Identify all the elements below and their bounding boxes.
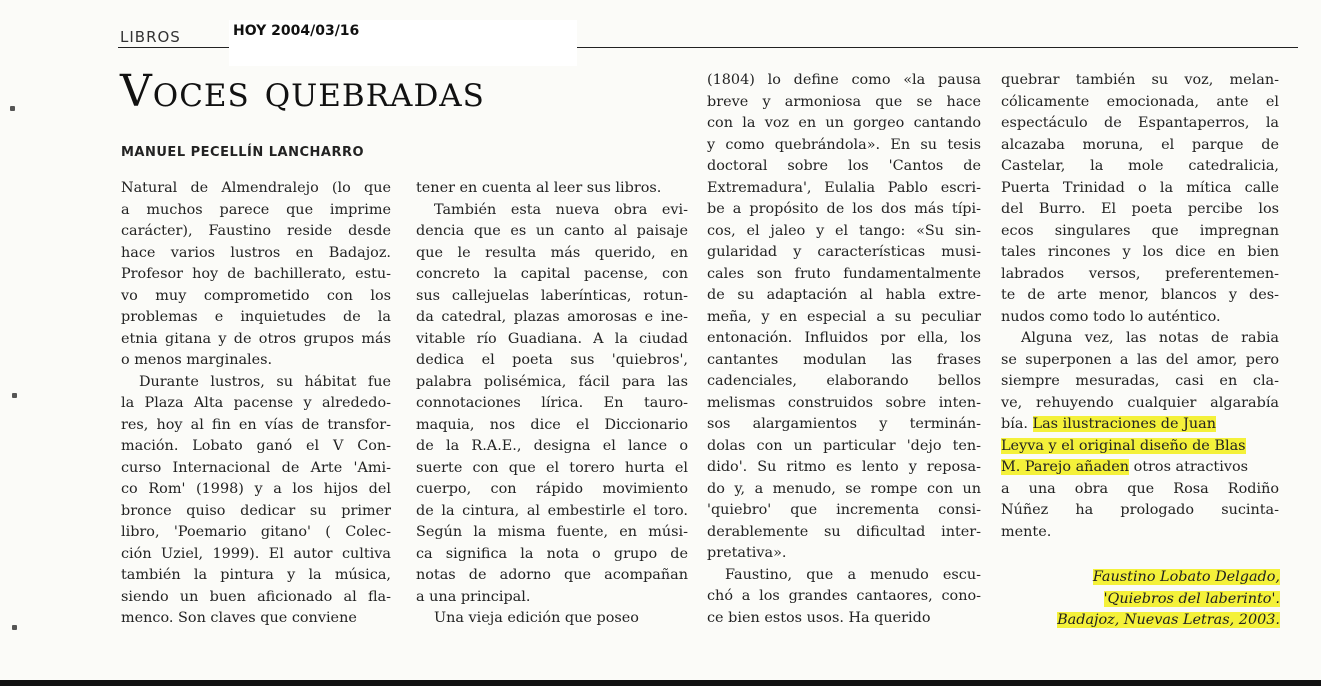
column-line: Natural de Almendralejo (lo que	[121, 180, 391, 196]
column-line: que le resulta más querido, en	[416, 244, 688, 261]
column-line: dido'. Su ritmo es lento y reposa-	[707, 459, 981, 475]
column-line: también la pintura y la música,	[121, 567, 391, 583]
column-line: Según la misma fuente, en músi-	[416, 524, 688, 540]
column-line: del Burro. El poeta percibe los	[1001, 201, 1279, 217]
column-line: carácter), Faustino reside desde	[121, 223, 391, 239]
column-line: connotaciones lírica. En tauro-	[416, 395, 688, 411]
column-line: También esta nueva obra evi-	[434, 201, 688, 218]
column-line: entonación. Influidos por ella, los	[707, 330, 981, 346]
line-part: bía.	[1001, 416, 1033, 432]
column-line: meña, y en especial a su peculiar	[707, 308, 981, 325]
column-line: cadenciales, elaborando bellos	[707, 373, 981, 389]
column-line	[1001, 414, 1279, 436]
column-line: do y, a menudo, se rompe con un	[707, 480, 981, 497]
column-line: res, hoy al fin en vías de transfor-	[121, 416, 391, 433]
highlighted-text: M. Parejo añaden	[1001, 459, 1130, 475]
column-line: vitable río Guadiana. A la ciudad	[416, 330, 688, 347]
paper-date-tag	[229, 20, 577, 66]
column-line: etnia gitana y de otros grupos más	[121, 330, 391, 347]
column-line: con la voz en un gorgeo cantando	[707, 115, 981, 131]
column-line: la Plaza Alta pacense y alrededo-	[121, 395, 391, 411]
scan-speck	[10, 106, 15, 111]
column-line: labrados versos, preferentemen-	[1001, 265, 1279, 282]
column-line: bronce quiso dedicar su primer	[121, 502, 391, 519]
column-line: Profesor hoy de bachillerato, estu-	[121, 266, 391, 282]
column-line: hace varios lustros en Badajoz.	[121, 244, 391, 261]
column-line: nudos como todo lo auténtico.	[1001, 308, 1221, 325]
column-line: ecos singulares que impregnan	[1001, 222, 1279, 239]
column-line: libro, 'Poemario gitano' ( Colec-	[121, 524, 391, 540]
column-line: Una vieja edición que poseo	[434, 610, 639, 626]
column-line	[1001, 436, 1279, 458]
book-title: 'Quiebros del laberinto'.	[1103, 590, 1280, 607]
column-line: chó a los grandes cantaores, cono-	[707, 588, 981, 604]
column-line: vo muy comprometido con los	[121, 287, 391, 304]
scan-speck	[12, 625, 17, 630]
article-author: MANUEL PECELLÍN LANCHARRO	[121, 145, 365, 160]
column-line: sus callejuelas laberínticas, rotun-	[416, 287, 688, 304]
column-line: tales rincones y los dice en bien	[1001, 244, 1279, 260]
column-line: notas de adorno que acompañan	[416, 567, 688, 583]
column-line: espectáculo de Espantaperros, la	[1001, 115, 1279, 131]
column-line: Alguna vez, las notas de rabia	[1021, 330, 1279, 346]
column-line: menco. Son claves que conviene	[121, 610, 357, 626]
paper-date-text: HOY 2004/03/16	[233, 23, 360, 39]
highlighted-text: Leyva y el original diseño de Blas	[1001, 437, 1246, 454]
column-line: be a propósito de los dos más típi-	[707, 201, 981, 217]
column-line: alcazaba moruna, el parque de	[1001, 136, 1279, 153]
column-line: maquia, nos dice el Diccionario	[416, 416, 688, 433]
column-line: gularidad y características musi-	[707, 244, 981, 260]
article-column-1	[121, 178, 391, 630]
column-line: pretativa».	[707, 545, 787, 561]
column-line: cólicamente emocionada, ante el	[1001, 93, 1279, 110]
column-line: tener en cuenta al leer sus libros.	[416, 180, 662, 196]
column-line: a una principal.	[416, 588, 531, 605]
column-line: siendo un buen aficionado al fla-	[121, 588, 391, 605]
column-line: de la R.A.E., designa el lance o	[416, 438, 688, 454]
column-line: ve, rehuyendo cualquier algarabía	[1001, 394, 1279, 411]
column-line: ción Uziel, 1999). El autor cultiva	[121, 545, 391, 562]
article-title: Voces quebradas	[120, 66, 485, 117]
column-line: de la cintura, al embestirle el toro.	[416, 502, 688, 519]
column-line: breve y armoniosa que se hace	[707, 93, 981, 110]
column-line: de su adaptación al habla extre-	[707, 287, 981, 303]
section-label: LIBROS	[120, 28, 181, 46]
column-line: doctoral sobre los 'Cantos de	[707, 158, 981, 174]
column-line: dencia que es un canto al paisaje	[416, 223, 688, 239]
column-line: quebrar también su voz, melan-	[1001, 72, 1279, 88]
column-line: cales son fruto fundamentalmente	[707, 265, 981, 282]
column-line: y como quebrándola». En su tesis	[707, 136, 981, 153]
column-line: Durante lustros, su hábitat fue	[139, 373, 391, 390]
column-line: a muchos parece que imprime	[121, 201, 391, 218]
column-line: derablemente su dificultad inter-	[707, 523, 981, 540]
column-line: se superponen a las del amor, pero	[1001, 351, 1279, 368]
column-line: siempre mesuradas, casi en cla-	[1001, 373, 1279, 389]
column-line: 'quiebro' que incrementa consi-	[707, 502, 981, 518]
article-column-3	[707, 70, 981, 629]
column-line: mación. Lobato ganó el V Con-	[121, 438, 391, 454]
column-line: sos alargamientos y terminán-	[707, 416, 981, 432]
column-line: Extremadura', Eulalia Pablo escri-	[707, 179, 981, 196]
column-line	[1001, 457, 1279, 479]
column-line: ce bien estos usos. Ha querido	[707, 609, 931, 626]
column-line: (1804) lo define como «la pausa	[707, 72, 981, 88]
highlighted-text: Las ilustraciones de Juan	[1032, 416, 1216, 432]
column-line: cantantes modulan las frases	[707, 351, 981, 368]
scan-edge	[0, 680, 1321, 686]
book-author: Faustino Lobato Delgado,	[1092, 569, 1280, 585]
column-line: palabra polisémica, fácil para las	[416, 373, 688, 390]
column-line: cos, el jaleo y el tango: «Su sin-	[707, 222, 981, 239]
column-line: concreto la capital pacense, con	[416, 266, 688, 282]
column-line: Núñez ha prologado sucinta-	[1001, 502, 1279, 518]
column-line: curso Internacional de Arte 'Ami-	[121, 459, 391, 476]
line-part: otros atractivos	[1129, 459, 1248, 475]
column-line: cuerpo, con rápido movimiento	[416, 481, 688, 497]
scan-speck	[12, 393, 17, 398]
article-column-2	[416, 178, 688, 630]
column-line: dedica el poeta sus 'quiebros',	[416, 352, 688, 368]
column-line: Puerta Trinidad o la mítica calle	[1001, 179, 1279, 196]
column-line: suerte con que el torero hurta el	[416, 459, 688, 476]
column-line: te de arte menor, blancos y des-	[1001, 287, 1279, 303]
column-line: Faustino, que a menudo escu-	[725, 566, 981, 583]
column-line: ca significa la nota o grupo de	[416, 545, 688, 562]
column-line: mente.	[1001, 523, 1052, 540]
book-reference	[1028, 567, 1280, 632]
column-line: melismas construidos sobre inten-	[707, 394, 981, 411]
column-line: o menos marginales.	[121, 352, 273, 368]
column-line: co Rom' (1998) y a los hijos del	[121, 481, 391, 497]
column-line: a una obra que Rosa Rodiño	[1001, 480, 1279, 497]
column-line: da catedral, plazas amorosas e ine-	[416, 309, 688, 325]
column-line: problemas e inquietudes de la	[121, 309, 391, 325]
column-line: Castelar, la mole catedralicia,	[1001, 158, 1279, 174]
book-publisher: Badajoz, Nuevas Letras, 2003.	[1057, 612, 1280, 628]
article-column-4	[1001, 70, 1279, 543]
column-line: dolas con un particular 'dejo ten-	[707, 437, 981, 454]
